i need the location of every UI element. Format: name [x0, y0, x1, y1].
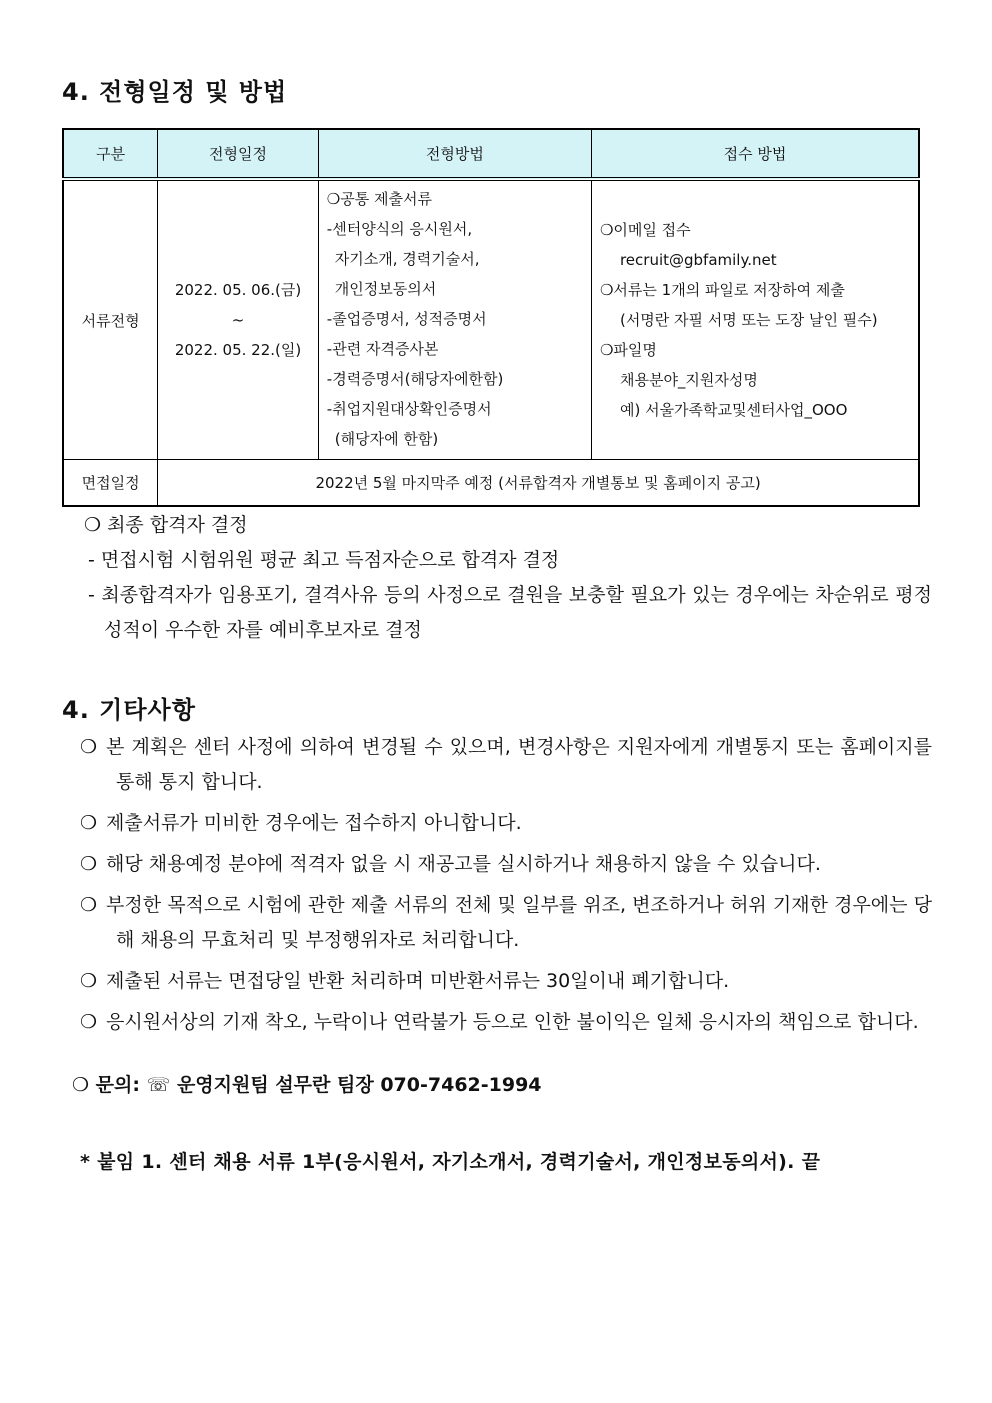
contact-info: ❍ 문의: ☏ 운영지원팀 설무란 팀장 070-7462-1994 [72, 1074, 542, 1096]
list-item [72, 847, 932, 882]
misc-section-title: 4. 기타사항 [62, 696, 196, 724]
header-category: 구분 [63, 129, 158, 179]
document-method [318, 179, 591, 460]
final-decision [62, 508, 932, 648]
submission-line: 예) 서울가족학교및센터사업_OOO [619, 401, 848, 419]
list-item-text: 응시원서상의 기재 착오, 누락이나 연락불가 등으로 인한 불이익은 일체 응시자의 책임으로 합니다. [106, 1011, 919, 1033]
document-submission [591, 179, 919, 460]
submission-line: ❍파일명 [599, 341, 657, 359]
method-line: -센터양식의 응시원서, [326, 220, 473, 238]
table-row-interview [63, 460, 919, 507]
submission-line: ❍이메일 접수 [599, 221, 691, 239]
method-line: -관련 자격증사본 [326, 340, 439, 358]
attachment-note: * 붙임 1. 센터 채용 서류 1부(응시원서, 자기소개서, 경력기술서, 개인정보동의서). 끝 [80, 1151, 821, 1173]
document-dates [158, 179, 319, 460]
method-line: -취업지원대상확인증명서 [326, 400, 492, 418]
schedule-section-title: 4. 전형일정 및 방법 [62, 78, 288, 106]
circle-bullet-icon: ❍ [80, 1011, 98, 1033]
method-line: 자기소개, 경력기술서, [334, 250, 480, 268]
list-item [72, 806, 932, 841]
circle-bullet-icon: ❍ [80, 812, 98, 834]
submission-line: (서명란 자필 서명 또는 도장 날인 필수) [619, 311, 878, 329]
list-item [72, 888, 932, 958]
method-line: (해당자에 한함) [334, 430, 439, 448]
list-item [72, 964, 932, 999]
interview-category: 면접일정 [63, 460, 158, 507]
method-line: -경력증명서(해당자에한함) [326, 370, 504, 388]
submission-email: recruit@gbfamily.net [619, 251, 777, 269]
list-item [72, 730, 932, 800]
list-item-text: 본 계획은 센터 사정에 의하여 변경될 수 있으며, 변경사항은 지원자에게 개별통지 또는 홈페이지를 통해 통지 합니다. [106, 736, 932, 793]
header-schedule: 전형일정 [158, 129, 319, 179]
date-end: 2022. 05. 22.(일) [174, 341, 302, 359]
header-submission: 접수 방법 [591, 129, 919, 179]
circle-bullet-icon: ❍ [80, 853, 98, 875]
table-row-document [63, 179, 919, 460]
list-item-text: 제출된 서류는 면접당일 반환 처리하며 미반환서류는 30일이내 폐기합니다. [106, 970, 730, 992]
circle-bullet-icon: ❍ [80, 970, 98, 992]
list-item [72, 1005, 932, 1040]
date-start: 2022. 05. 06.(금) [174, 281, 302, 299]
table-header-row [63, 129, 919, 179]
list-item-text: 제출서류가 미비한 경우에는 접수하지 아니합니다. [106, 812, 522, 834]
method-line: ❍공통 제출서류 [326, 190, 432, 208]
method-line: -졸업증명서, 성적증명서 [326, 310, 487, 328]
list-item-text: 부정한 목적으로 시험에 관한 제출 서류의 전체 및 일부를 위조, 변조하거나 허위 기재한 경우에는 당해 채용의 무효처리 및 부정행위자로 처리합니다. [106, 894, 932, 951]
interview-detail: 2022년 5월 마지막주 예정 (서류합격자 개별통보 및 홈페이지 공고) [158, 460, 919, 507]
document-category: 서류전형 [63, 179, 158, 460]
submission-line: 채용분야_지원자성명 [619, 371, 758, 389]
list-item-text: 해당 채용예정 분야에 적격자 없을 시 재공고를 실시하거나 채용하지 않을 수 있습니다. [106, 853, 821, 875]
final-decision-item: - 면접시험 시험위원 평균 최고 득점자순으로 합격자 결정 [88, 549, 560, 571]
final-decision-item: - 최종합격자가 임용포기, 결격사유 등의 사정으로 결원을 보충할 필요가 있는 경우에는 차순위로 평정 성적이 우수한 자를 예비후보자로 결정 [88, 584, 932, 641]
date-separator: ~ [231, 311, 245, 329]
circle-bullet-icon: ❍ [80, 894, 98, 916]
header-method: 전형방법 [318, 129, 591, 179]
schedule-table [62, 128, 920, 507]
circle-bullet-icon: ❍ [80, 736, 98, 758]
misc-list [62, 730, 932, 1046]
method-line: 개인정보동의서 [334, 280, 437, 298]
final-decision-title: ❍ 최종 합격자 결정 [84, 514, 248, 536]
submission-line: ❍서류는 1개의 파일로 저장하여 제출 [599, 281, 845, 299]
